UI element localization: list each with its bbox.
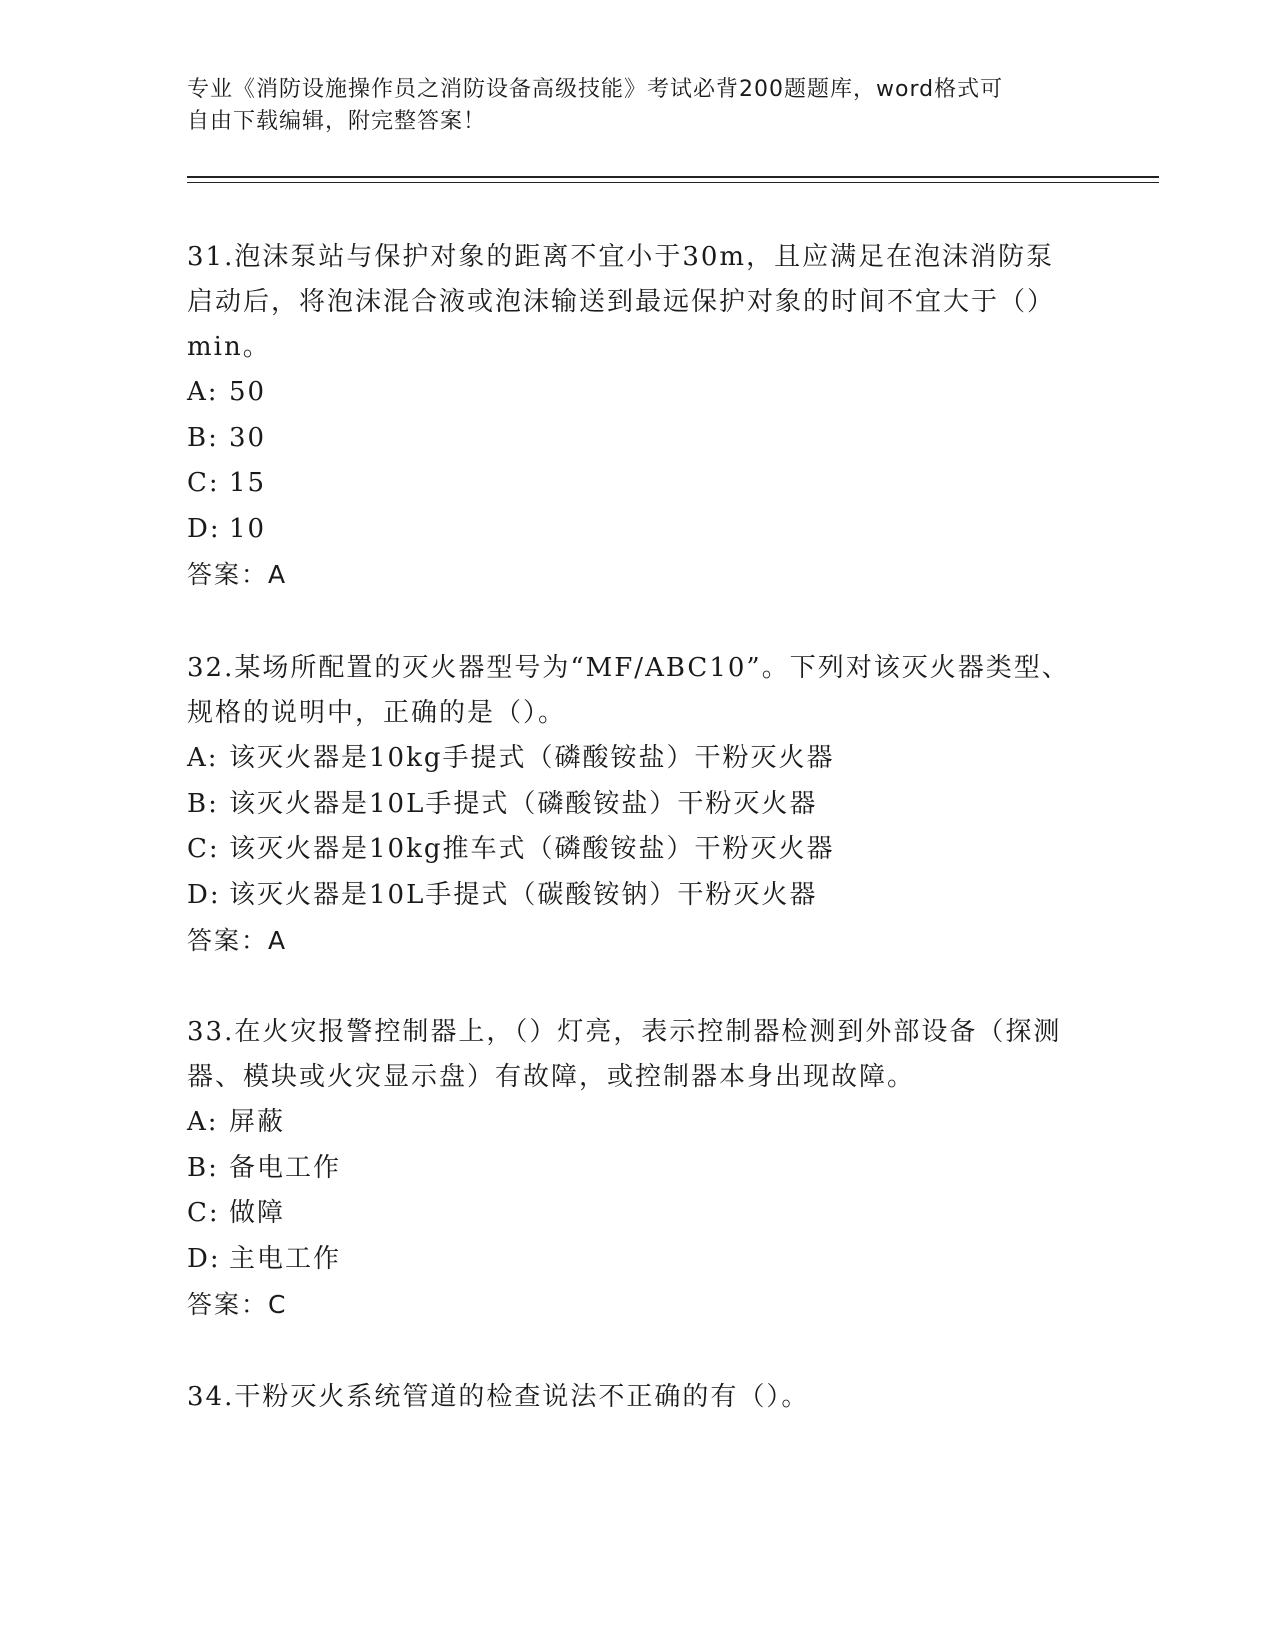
option-d <box>187 873 1077 919</box>
question-34 <box>187 1375 1077 1420</box>
option-letter: A: <box>187 377 219 407</box>
question-31 <box>187 235 1077 597</box>
option-text: 屏蔽 <box>229 1107 286 1137</box>
option-text: 该灭火器是10L手提式（碳酸铵钠）干粉灭火器 <box>229 879 818 910</box>
option-letter: C: <box>187 834 220 864</box>
answer-line: 答案：A <box>187 560 288 589</box>
option-letter: A: <box>187 1107 219 1137</box>
option-text: 做障 <box>229 1198 286 1228</box>
option-letter: C: <box>187 468 220 498</box>
option-text: 30 <box>229 422 267 453</box>
option-c <box>187 827 1077 873</box>
option-text: 10 <box>229 513 267 544</box>
answer-line: 答案：A <box>187 926 288 955</box>
option-text: 该灭火器是10kg手提式（磷酸铵盐）干粉灭火器 <box>229 743 835 773</box>
option-letter: B: <box>187 422 219 453</box>
question-stem: 32.某场所配置的灭火器型号为“MF/ABC10”。下列对该灭火器类型、规格的说明中，正确的是（）。 <box>187 653 1070 728</box>
header-line-1: 专业《消防设施操作员之消防设备高级技能》考试必背200题题库，word格式可 <box>187 77 1004 102</box>
option-letter: D: <box>187 879 221 910</box>
option-letter: D: <box>187 1243 221 1274</box>
question-32 <box>187 646 1077 963</box>
option-b <box>187 1146 1077 1192</box>
option-text: 主电工作 <box>229 1243 342 1274</box>
option-b <box>187 416 1077 462</box>
option-text: 备电工作 <box>229 1152 342 1183</box>
question-stem: 31.泡沫泵站与保护对象的距离不宜小于30m，且应满足在泡沫消防泵启动后，将泡沫混合液或泡沫输送到最远保护对象的时间不宜大于（）min。 <box>187 242 1056 362</box>
option-text: 该灭火器是10kg推车式（磷酸铵盐）干粉灭火器 <box>229 834 835 864</box>
option-c <box>187 1191 1077 1237</box>
option-d <box>187 1237 1077 1283</box>
option-d <box>187 507 1077 553</box>
question-33 <box>187 1010 1077 1327</box>
option-a <box>187 1100 1077 1146</box>
option-text: 15 <box>229 468 267 498</box>
header-divider-thick <box>187 176 1159 178</box>
option-a <box>187 736 1077 782</box>
option-b <box>187 782 1077 828</box>
option-a <box>187 370 1077 416</box>
option-text: 该灭火器是10L手提式（磷酸铵盐）干粉灭火器 <box>229 788 818 819</box>
option-letter: C: <box>187 1198 220 1228</box>
header-divider-thin <box>187 182 1159 183</box>
header-line-2: 自由下载编辑，附完整答案！ <box>187 109 487 134</box>
question-stem: 34.干粉灭火系统管道的检查说法不正确的有（）。 <box>187 1382 810 1412</box>
option-text: 50 <box>229 377 267 407</box>
option-letter: D: <box>187 513 221 544</box>
document-header <box>187 74 1067 138</box>
option-c <box>187 461 1077 507</box>
option-letter: B: <box>187 788 219 819</box>
answer-line: 答案：C <box>187 1290 288 1319</box>
question-stem: 33.在火灾报警控制器上，（）灯亮，表示控制器检测到外部设备（探测器、模块或火灾显示盘）有故障，或控制器本身出现故障。 <box>187 1017 1062 1092</box>
option-letter: B: <box>187 1152 219 1183</box>
option-letter: A: <box>187 743 219 773</box>
